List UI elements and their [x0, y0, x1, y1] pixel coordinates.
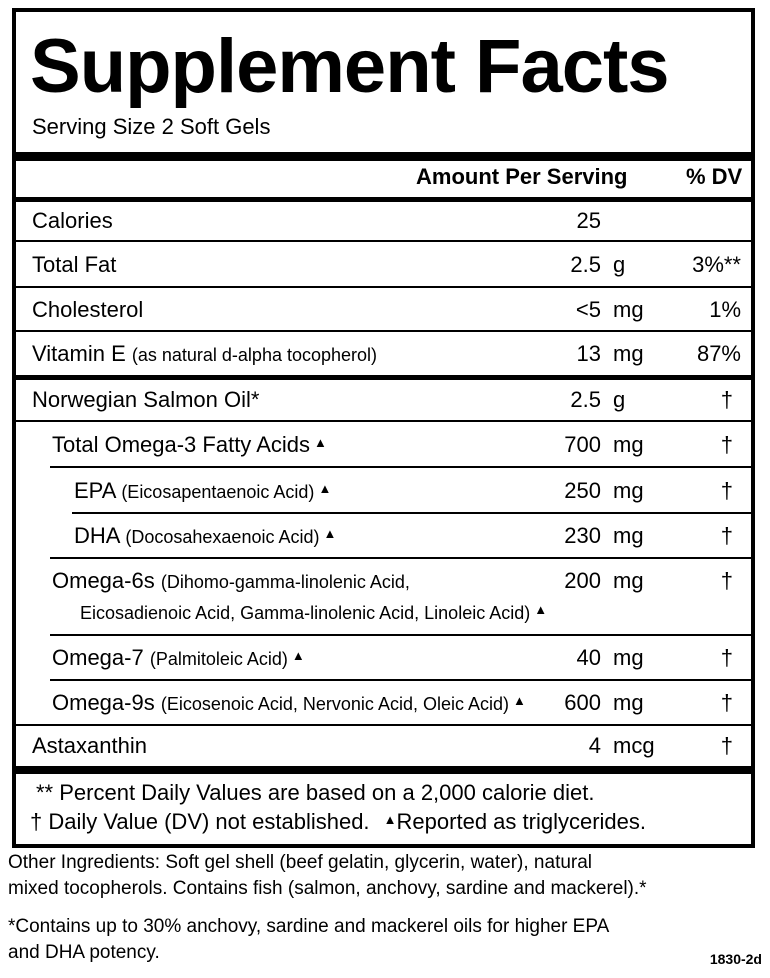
nutrient-name: Norwegian Salmon Oil*	[32, 387, 260, 412]
header-amount-per-serving: Amount Per Serving	[416, 164, 628, 189]
row-divider	[16, 724, 751, 726]
footnote-dagger-text: † Daily Value (DV) not established.	[30, 809, 370, 834]
nutrient-unit: mg	[613, 523, 644, 548]
nutrient-dv: 3%**	[692, 252, 741, 277]
header-percent-dv: % DV	[686, 164, 743, 189]
triangle-icon: ▲	[314, 435, 327, 450]
nutrient-dv: 1%	[709, 297, 741, 322]
row-divider	[50, 634, 751, 636]
nutrient-note: (Palmitoleic Acid)	[149, 649, 288, 669]
other-ingredients-line-2: mixed tocopherols. Contains fish (salmon, anchovy, sardine and mackerel).*	[8, 878, 647, 899]
nutrient-dv: †	[720, 387, 733, 412]
nutrient-amount: <5	[575, 297, 601, 322]
nutrient-name	[52, 645, 305, 671]
nutrient-amount: 200	[564, 568, 601, 593]
nutrient-note-continued	[80, 599, 547, 625]
footnote-percent-dv: ** Percent Daily Values are based on a 2,000 calorie diet.	[36, 780, 595, 805]
nutrient-dv: †	[720, 690, 733, 715]
triangle-icon: ▲	[323, 526, 337, 541]
nutrient-label: Omega-9s	[52, 690, 155, 715]
panel-title: Supplement Facts	[30, 24, 669, 109]
row-divider	[16, 286, 751, 288]
nutrient-unit: g	[613, 387, 626, 412]
fish-oil-note-line-1: *Contains up to 30% anchovy, sardine and mackerel oils for higher EPA	[8, 916, 610, 937]
nutrient-name	[74, 523, 336, 549]
nutrient-dv: †	[720, 432, 733, 457]
nutrient-name	[52, 690, 526, 716]
nutrient-amount: 700	[564, 432, 601, 457]
divider-thick	[16, 766, 751, 774]
label-code: 1830-2d	[709, 951, 762, 967]
nutrient-name: Astaxanthin	[32, 733, 147, 758]
row-divider	[16, 330, 751, 332]
nutrient-note: (Dihomo-gamma-linolenic Acid,	[160, 572, 410, 592]
nutrient-amount: 230	[564, 523, 601, 548]
nutrient-unit: mcg	[613, 733, 655, 758]
footnote-dv-not-established	[30, 809, 646, 835]
row-divider	[50, 557, 751, 559]
nutrient-unit: mg	[613, 568, 644, 593]
nutrient-name	[52, 568, 410, 594]
triangle-icon: ▲	[383, 812, 397, 827]
nutrient-label: Omega-7	[52, 645, 144, 670]
nutrient-label: Omega-6s	[52, 568, 155, 593]
serving-size: Serving Size 2 Soft Gels	[32, 114, 271, 139]
nutrient-amount: 600	[564, 690, 601, 715]
nutrient-note: (Docosahexaenoic Acid)	[125, 527, 320, 547]
triangle-icon: ▲	[291, 648, 305, 663]
nutrient-amount: 13	[576, 341, 601, 366]
row-divider	[50, 679, 751, 681]
nutrient-note: (Eicosapentaenoic Acid)	[121, 482, 315, 502]
nutrient-amount: 4	[588, 733, 601, 758]
nutrient-dv: †	[720, 568, 733, 593]
triangle-icon: ▲	[534, 602, 548, 617]
nutrient-note: (Eicosenoic Acid, Nervonic Acid, Oleic Acid)	[160, 694, 509, 714]
nutrient-amount: 2.5	[570, 387, 601, 412]
nutrient-label: Vitamin E	[32, 341, 126, 366]
row-divider	[72, 512, 751, 514]
supplement-facts-panel	[12, 8, 755, 848]
nutrient-name	[74, 478, 331, 504]
nutrient-name: Calories	[32, 208, 113, 233]
nutrient-note: Eicosadienoic Acid, Gamma-linolenic Acid, Linoleic Acid)	[80, 603, 531, 623]
divider-thick	[16, 152, 751, 161]
nutrient-unit: mg	[613, 297, 644, 322]
nutrient-label: Total Omega-3 Fatty Acids	[52, 432, 310, 457]
nutrient-dv: †	[720, 645, 733, 670]
triangle-icon: ▲	[318, 481, 332, 496]
nutrient-unit: mg	[613, 432, 644, 457]
fish-oil-note-line-2: and DHA potency.	[8, 942, 160, 963]
divider-medium	[16, 375, 751, 380]
nutrient-amount: 40	[576, 645, 601, 670]
nutrient-dv: †	[720, 523, 733, 548]
nutrient-name	[32, 341, 377, 367]
nutrient-unit: mg	[613, 690, 644, 715]
triangle-icon: ▲	[513, 693, 526, 708]
row-divider	[16, 240, 751, 242]
nutrient-name	[52, 432, 327, 458]
nutrient-name: Cholesterol	[32, 297, 144, 322]
divider-medium	[16, 197, 751, 202]
nutrient-dv: †	[720, 478, 733, 503]
nutrient-unit: mg	[613, 645, 644, 670]
nutrient-unit: mg	[613, 478, 644, 503]
nutrient-amount: 250	[564, 478, 601, 503]
other-ingredients-line-1: Other Ingredients: Soft gel shell (beef gelatin, glycerin, water), natural	[8, 852, 593, 873]
nutrient-unit: g	[613, 252, 626, 277]
nutrient-dv: †	[720, 733, 733, 758]
nutrient-name: Total Fat	[32, 252, 117, 277]
nutrient-amount: 2.5	[570, 252, 601, 277]
row-divider	[16, 420, 751, 422]
nutrient-amount: 25	[576, 208, 601, 233]
nutrient-dv: 87%	[696, 341, 741, 366]
nutrient-unit: mg	[613, 341, 644, 366]
row-divider	[50, 466, 751, 468]
nutrient-label: DHA	[74, 523, 120, 548]
nutrient-note: (as natural d-alpha tocopherol)	[131, 345, 378, 365]
nutrient-label: EPA	[74, 478, 116, 503]
footnote-triglycerides-text: Reported as triglycerides.	[396, 809, 646, 834]
